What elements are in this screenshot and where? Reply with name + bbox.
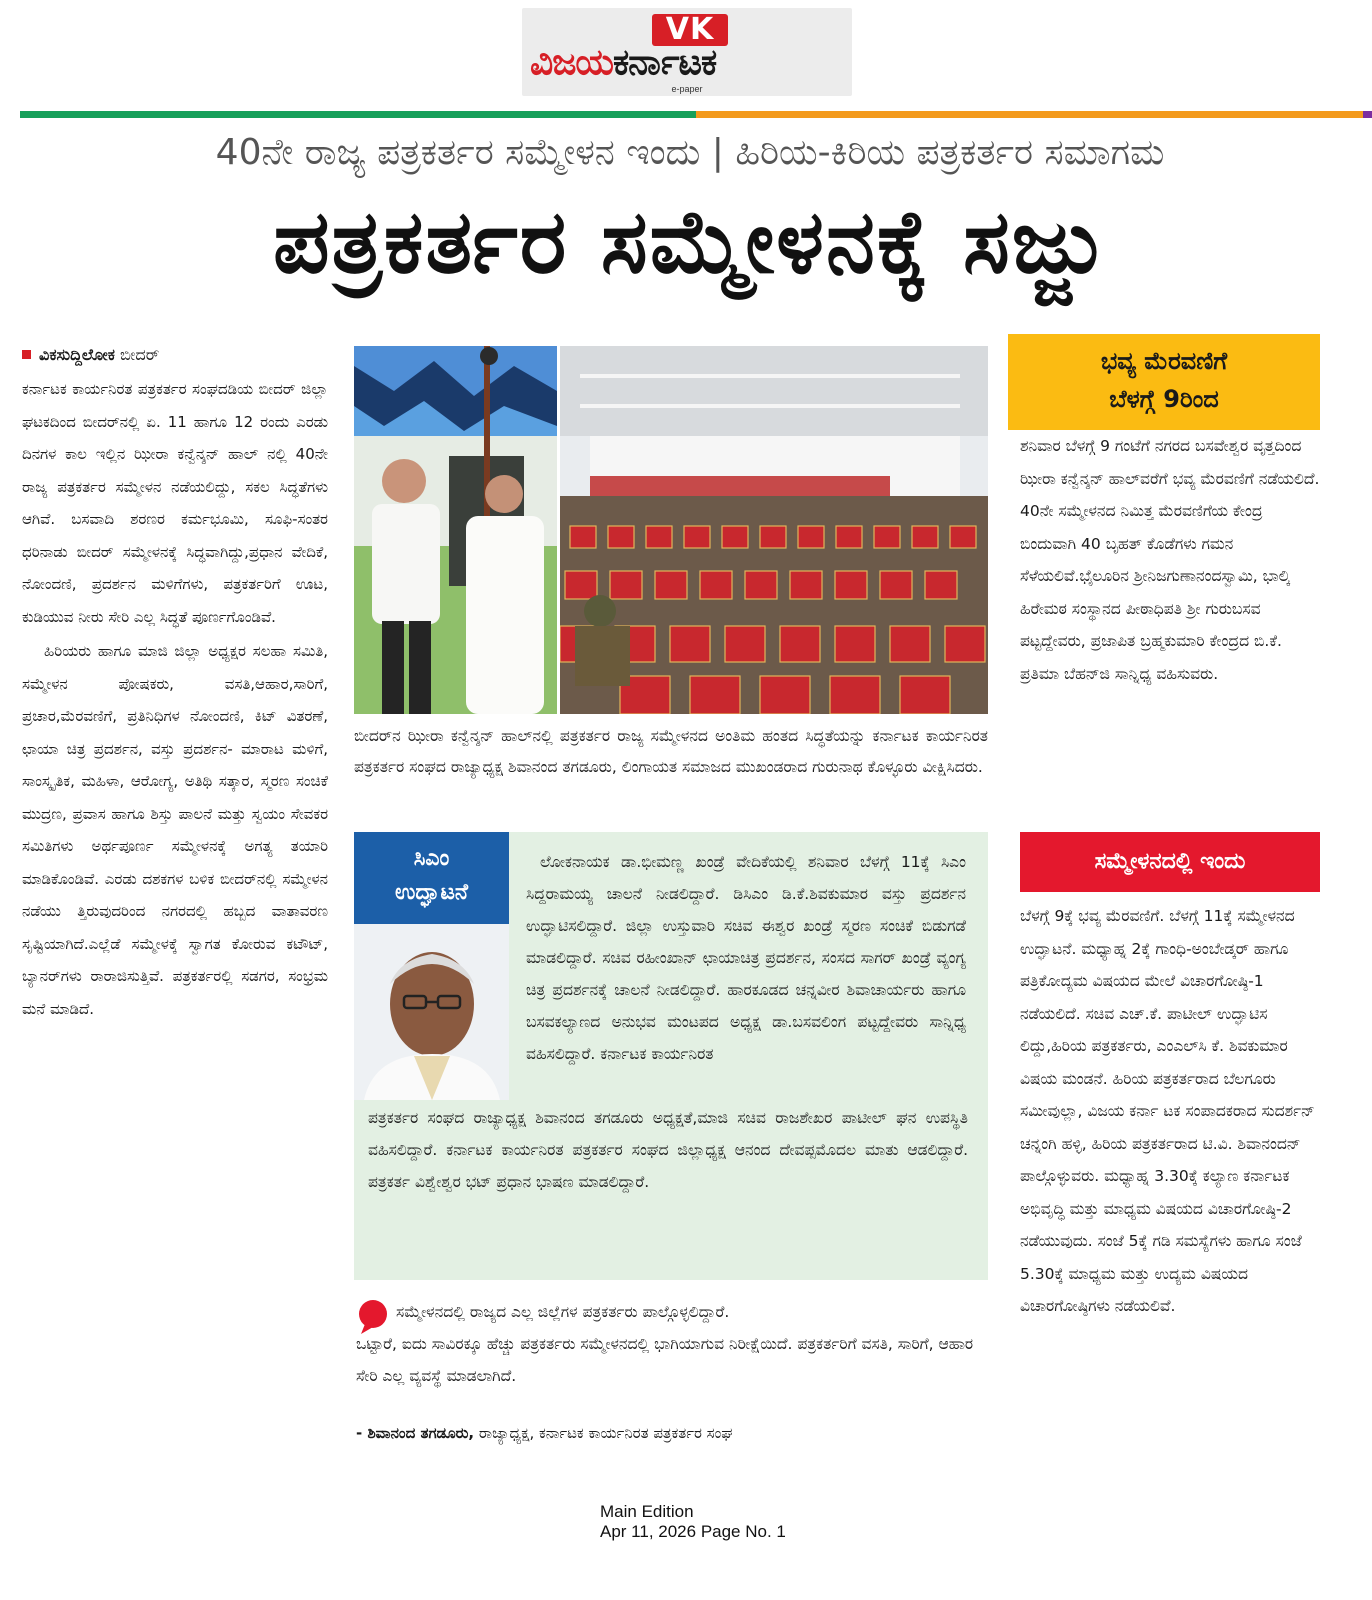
procession-heading-line2: ಬೆಳಗ್ಗೆ 9ರಿಂದ (1109, 385, 1219, 413)
page-footer (600, 1502, 900, 1542)
footer-edition: Main Edition (600, 1502, 694, 1521)
photo-convention-hall (560, 346, 988, 714)
today-schedule-heading: ಸಮ್ಮೇಳನದಲ್ಲಿ ಇಂದು (1020, 832, 1320, 892)
rule-green (20, 111, 696, 118)
dateline (22, 345, 328, 365)
newspaper-name-part1: ವಿಜಯ (530, 42, 613, 83)
footer-date-page: Apr 11, 2026 Page No. 1 (600, 1522, 786, 1541)
photo-leaders-illustration (354, 346, 557, 714)
quote-attr-name: - ಶಿವಾನಂದ ತಗಡೂರು, (356, 1424, 475, 1442)
dateline-bullet-icon (22, 350, 31, 359)
newspaper-name (530, 42, 850, 86)
quote-attr-role: ರಾಜ್ಯಾಧ್ಯಕ್ಷ, ಕರ್ನಾಟಕ ಕಾರ್ಯನಿರತ ಪತ್ರಕರ್ತರ ಸಂಘ (478, 1424, 733, 1442)
procession-heading-line1: ಭವ್ಯ ಮೆರವಣಿಗೆ (1100, 347, 1228, 375)
cm-text-bottom: ಪತ್ರಕರ್ತರ ಸಂಘದ ರಾಜ್ಯಾಧ್ಯಕ್ಷ ಶಿವಾನಂದ ತಗಡೂರು ಅಧ್ಯಕ್ಷತೆ,ಮಾಜಿ ಸಚಿವ ರಾಜಶೇಖರ ಪಾಟೀಲ್ ಘನ ಉಪಸ್ಥಿತಿ ವಹಿಸಲಿದ್ದಾರೆ. ಕರ್ನಾಟಕ ಕಾರ್ಯನಿರತ ಪತ್ರಕರ್ತರ ಸಂಘದ ಜಿಲ್ಲಾಧ್ಯಕ್ಷ ಆನಂದ ದೇವಪ್ಪಮೊದಲ ಮಾತು ಆಡಲಿದ್ದಾರೆ. ಪತ್ರಕರ್ತ ವಿಶ್ವೇಶ್ವರ ಭಟ್ ಪ್ರಧಾನ ಭಾಷಣ ಮಾಡಲಿದ್ದಾರೆ. (368, 1109, 968, 1191)
photo-leaders-inspecting (354, 346, 557, 714)
kicker: 40ನೇ ರಾಜ್ಯ ಪತ್ರಕರ್ತರ ಸಮ್ಮೇಳನ ಇಂದು | ಹಿರಿಯ-ಕಿರಿಯ ಪತ್ರಕರ್ತರ ಸಮಾಗಮ (215, 132, 1165, 173)
cm-title-line2: ಉದ್ಘಾಟನೆ (394, 880, 469, 905)
cm-text-top: ಲೋಕನಾಯಕ ಡಾ.ಭೀಮಣ್ಣ ಖಂಡ್ರೆ ವೇದಿಕೆಯಲ್ಲಿ ಶನಿವಾರ ಬೆಳಗ್ಗೆ 11ಕ್ಕೆ ಸಿಎಂ ಸಿದ್ದರಾಮಯ್ಯ ಚಾಲನೆ ನೀಡಲಿದ್ದಾರೆ. ಡಿಸಿಎಂ ಡಿ.ಕೆ.ಶಿವಕುಮಾರ ವಸ್ತು ಪ್ರದರ್ಶನ ಉದ್ಘಾಟಿಸಲಿದ್ದಾರೆ. ಜಿಲ್ಲಾ ಉಸ್ತುವಾರಿ ಸಚಿವ ಈಶ್ವರ ಖಂಡ್ರೆ ಸ್ಮರಣ ಸಂಚಿಕೆ ಬಿಡುಗಡೆ ಮಾಡಲಿದ್ದಾರೆ. ಸಚಿವ ರಹೀಂಖಾನ್ ಛಾಯಾಚಿತ್ರ ಪ್ರದರ್ಶನ, ಸಂಸದ ಸಾಗರ್ ಖಂಡ್ರೆ ವ್ಯಂಗ್ಯ ಚಿತ್ರ ಪ್ರದರ್ಶನಕ್ಕೆ ಚಾಲನೆ ನೀಡಲಿದ್ದಾರೆ. ಹಾರಕೂಡದ ಚನ್ನವೀರ ಶಿವಾಚಾರ್ಯರು ಹಾಗೂ ಬಸವಕಲ್ಯಾಣದ ಅನುಭವ ಮಂಟಪದ ಅಧ್ಯಕ್ಷ ಡಾ.ಬಸವಲಿಂಗ ಪಟ್ಟದ್ದೇವರು ಸಾನ್ನಿಧ್ಯ ವಹಿಸಲಿದ್ದಾರೆ. ಕರ್ನಾಟಕ ಕಾರ್ಯನಿರತ (526, 853, 966, 1063)
body-paragraph-1: ಕರ್ನಾಟಕ ಕಾರ್ಯನಿರತ ಪತ್ರಕರ್ತರ ಸಂಘದಡಿಯ ಬೀದರ್ ಜಿಲ್ಲಾ ಘಟಕದಿಂದ ಬೀದರ್‌ನಲ್ಲಿ ಏ. 11 ಹಾಗೂ 12 ರಂದು ಎರಡು ದಿನಗಳ ಕಾಲ ಇಲ್ಲಿನ ಝೀರಾ ಕನ್ವೆನ್ಶನ್ ಹಾಲ್ ನಲ್ಲಿ 40ನೇ ರಾಜ್ಯ ಪತ್ರಕರ್ತರ ಸಮ್ಮೇಳನ ನಡೆಯಲಿದ್ದು, ಸಕಲ ಸಿದ್ಧತೆಗಳು ಆಗಿವೆ. ಬಸವಾದಿ ಶರಣರ ಕರ್ಮಭೂಮಿ, ಸೂಫಿ-ಸಂತರ ಧರಿನಾಡು ಬೀದರ್ ಸಮ್ಮೇಳನಕ್ಕೆ ಸಿದ್ಧವಾಗಿದ್ದು,ಪ್ರಧಾನ ವೇದಿಕೆ, ನೋಂದಣಿ, ಪ್ರದರ್ಶನ ಮಳಿಗೆಗಳು, ಪತ್ರಕರ್ತರಿಗೆ ಊಟ, ಕುಡಿಯುವ ನೀರು ಸೇರಿ ಎಲ್ಲ ಸಿದ್ಧತೆ ಪೂರ್ಣಗೊಂಡಿವೆ. (22, 380, 328, 626)
rule-orange (696, 111, 1363, 118)
dateline-place: ಬೀದರ್ (120, 345, 160, 364)
vk-badge: VK (652, 14, 728, 46)
procession-text: ಶನಿವಾರ ಬೆಳಗ್ಗೆ 9 ಗಂಟೆಗೆ ನಗರದ ಬಸವೇಶ್ವರ ವೃತ್ತದಿಂದ ಝೀರಾ ಕನ್ವೆನ್ಶನ್ ಹಾಲ್‌ವರೆಗೆ ಭವ್ಯ ಮೆರವಣಿಗೆ ನಡೆಯಲಿದೆ. 40ನೇ ಸಮ್ಮೇಳನದ ನಿಮಿತ್ತ ಮೆರವಣಿಗೆಯ ಕೇಂದ್ರ ಬಿಂದುವಾಗಿ 40 ಬೃಹತ್ ಕೊಡೆಗಳು ಗಮನ ಸೆಳೆಯಲಿವೆ.ಭೈಲೂರಿನ ಶ್ರೀನಿಜಗುಣಾನಂದಸ್ವಾಮಿ, ಭಾಲ್ಕಿ ಹಿರೇಮಠ ಸಂಸ್ಥಾನದ ಪೀಠಾಧಿಪತಿ ಶ್ರೀ ಗುರುಬಸವ ಪಟ್ಟದ್ದೇವರು, ಪ್ರಜಾಪಿತ ಬ್ರಹ್ಮಕುಮಾರಿ ಕೇಂದ್ರದ ಬಿ.ಕೆ. ಪ್ರತಿಮಾ ಬೆಹನ್‌ಜಿ ಸಾನ್ನಿಧ್ಯ ವಹಿಸುವರು. (1020, 437, 1320, 683)
newspaper-name-part2: ಕರ್ನಾಟಕ (612, 42, 717, 83)
quote-line1: ಸಮ್ಮೇಳನದಲ್ಲಿ ರಾಜ್ಯದ ಎಲ್ಲ ಜಿಲ್ಲೆಗಳ ಪತ್ರಕರ್ತರು ಪಾಲ್ಗೊಳ್ಳಲಿದ್ದಾರೆ. (396, 1303, 730, 1321)
masthead-logo (522, 8, 852, 96)
cm-inauguration-box (354, 832, 988, 1280)
cm-portrait-photo (354, 924, 509, 1100)
cm-box-title (354, 832, 509, 924)
rule-purple (1363, 111, 1372, 118)
body-paragraph-2: ಹಿರಿಯರು ಹಾಗೂ ಮಾಜಿ ಜಿಲ್ಲಾ ಅಧ್ಯಕ್ಷರ ಸಲಹಾ ಸಮಿತಿ, ಸಮ್ಮೇಳನ ಪೋಷಕರು, ವಸತಿ,ಆಹಾರ,ಸಾರಿಗೆ, ಪ್ರಚಾರ,ಮೆರವಣಿಗೆ, ಪ್ರತಿನಿಧಿಗಳ ನೋಂದಣಿ, ಕಿಟ್ ವಿತರಣೆ, ಛಾಯಾ ಚಿತ್ರ ಪ್ರದರ್ಶನ, ವಸ್ತು ಪ್ರದರ್ಶನ- ಮಾರಾಟ ಮಳಿಗೆ, ಸಾಂಸ್ಕೃತಿಕ, ಮಹಿಳಾ, ಆರೋಗ್ಯ, ಅತಿಥಿ ಸತ್ಕಾರ, ಸ್ಮರಣ ಸಂಚಿಕೆ ಮುದ್ರಣ, ಪ್ರವಾಸ ಹಾಗೂ ಶಿಸ್ತು ಪಾಲನೆ ಮತ್ತು ಸ್ವಯಂ ಸೇವಕರ ಸಮಿತಿಗಳು ಅರ್ಥಪೂರ್ಣ ಸಮ್ಮೇಳನಕ್ಕೆ ಅಗತ್ಯ ತಯಾರಿ ಮಾಡಿಕೊಂಡಿವೆ. ಎರಡು ದಶಕಗಳ ಬಳಿಕ ಬೀದರ್‌ನಲ್ಲಿ ಸಮ್ಮೇಳನ ನಡೆಯು ತ್ತಿರುವುದರಿಂದ ನಗರದಲ್ಲಿ ಹಬ್ಬದ ವಾತಾವರಣ ಸೃಷ್ಟಿಯಾಗಿದೆ.ಎಲ್ಲೆಡೆ ಸಮ್ಮೇಳಕ್ಕೆ ಸ್ವಾಗತ ಕೋರುವ ಕಟೌಟ್, ಬ್ಯಾನರ್‌ಗಳು ರಾರಾಜಿಸುತ್ತಿವೆ. ಪತ್ರಕರ್ತರಲ್ಲಿ ಸಡಗರ, ಸಂಭ್ರಮ ಮನೆ ಮಾಡಿದೆ. (22, 642, 328, 1018)
headline: ಪತ್ರಕರ್ತರ ಸಮ್ಮೇಳನಕ್ಕೆ ಸಜ್ಜು (273, 190, 1107, 293)
left-column (22, 345, 328, 1025)
quote-block (356, 1296, 988, 1392)
dateline-source: ವಿಕಸುದ್ದಿಲೋಕ (39, 345, 115, 364)
quote-attribution (356, 1424, 996, 1442)
cm-title-line1: ಸಿಎಂ (413, 846, 450, 871)
photo-caption: ಬೀದರ್‌ನ ಝೀರಾ ಕನ್ವೆನ್ಶನ್ ಹಾಲ್‌ನಲ್ಲಿ ಪತ್ರಕರ್ತರ ರಾಜ್ಯ ಸಮ್ಮೇಳನದ ಅಂತಿಮ ಹಂತದ ಸಿದ್ಧತೆಯನ್ನು ಕರ್ನಾಟಕ ಕಾರ್ಯನಿರತ ಪತ್ರಕರ್ತರ ಸಂಘದ ರಾಜ್ಯಾಧ್ಯಕ್ಷ ಶಿವಾನಂದ ತಗಡೂರು, ಲಿಂಗಾಯತ ಸಮಾಜದ ಮುಖಂಡರಾದ ಗುರುನಾಥ ಕೊಳ್ಳೂರು ವೀಕ್ಷಿಸಿದರು. (354, 727, 988, 776)
photo-hall-illustration (560, 346, 988, 714)
cm-portrait-illustration (354, 924, 509, 1100)
masthead-subtitle: e-paper (671, 84, 703, 94)
procession-heading (1008, 334, 1320, 430)
today-schedule-text: ಬೆಳಗ್ಗೆ 9ಕ್ಕೆ ಭವ್ಯ ಮೆರವಣಿಗೆ. ಬೆಳಗ್ಗೆ 11ಕ್ಕೆ ಸಮ್ಮೇಳನದ ಉದ್ಘಾಟನೆ. ಮಧ್ಯಾಹ್ನ 2ಕ್ಕೆ ಗಾಂಧಿ-ಅಂಬೇಡ್ಕರ್ ಹಾಗೂ ಪತ್ರಿಕೋದ್ಯಮ ವಿಷಯದ ಮೇಲೆ ವಿಚಾರಗೋಷ್ಠಿ-1 ನಡೆಯಲಿದೆ. ಸಚಿವ ಎಚ್.ಕೆ. ಪಾಟೀಲ್ ಉದ್ಘಾಟಿಸ ಲಿದ್ದು,ಹಿರಿಯ ಪತ್ರಕರ್ತರು, ಎಂಎಲ್‌ಸಿ ಕೆ. ಶಿವಕುಮಾರ ವಿಷಯ ಮಂಡನೆ. ಹಿರಿಯ ಪತ್ರಕರ್ತರಾದ ಬೆಲಗೂರು ಸಮೀವುಲ್ಲಾ, ವಿಜಯ ಕರ್ನಾ ಟಕ ಸಂಪಾದಕರಾದ ಸುದರ್ಶನ್ ಚನ್ನಂಗಿ ಹಳ್ಳಿ, ಹಿರಿಯ ಪತ್ರಕರ್ತರಾದ ಟಿ.ವಿ. ಶಿವಾನಂದನ್ ಪಾಲ್ಗೊಳ್ಳುವರು. ಮಧ್ಯಾಹ್ನ 3.30ಕ್ಕೆ ಕಲ್ಯಾಣ ಕರ್ನಾಟಕ ಅಭಿವೃದ್ಧಿ ಮತ್ತು ಮಾಧ್ಯಮ ವಿಷಯದ ವಿಚಾರಗೋಷ್ಠಿ-2 ನಡೆಯುವುದು. ಸಂಜೆ 5ಕ್ಕೆ ಗಡಿ ಸಮಸ್ಯೆಗಳು ಹಾಗೂ ಸಂಜೆ 5.30ಕ್ಕೆ ಮಾಧ್ಯಮ ಮತ್ತು ಉದ್ಯಮ ವಿಷಯದ ವಿಚಾರಗೋಷ್ಠಿಗಳು ನಡೆಯಲಿವೆ. (1020, 907, 1315, 1315)
masthead-color-rule (20, 111, 1372, 118)
quote-rest: ಒಟ್ಟಾರೆ, ಐದು ಸಾವಿರಕ್ಕೂ ಹೆಚ್ಚು ಪತ್ರಕರ್ತರು ಸಮ್ಮೇಳನದಲ್ಲಿ ಭಾಗಿಯಾಗುವ ನಿರೀಕ್ಷೆಯಿದೆ. ಪತ್ರಕರ್ತರಿಗೆ ವಸತಿ, ಸಾರಿಗೆ, ಆಹಾರ ಸೇರಿ ಎಲ್ಲ ವ್ಯವಸ್ಥೆ ಮಾಡಲಾಗಿದೆ. (356, 1335, 974, 1385)
